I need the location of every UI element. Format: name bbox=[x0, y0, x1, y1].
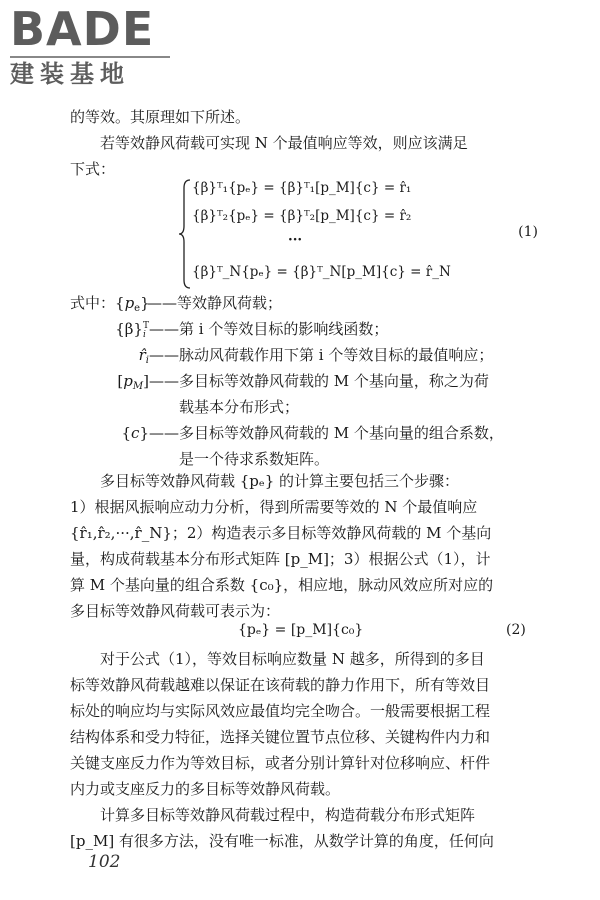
logo-divider bbox=[10, 56, 170, 58]
definitions-lead: 式中： bbox=[70, 294, 116, 312]
intro-line: 的等效。其原理如下所述。 bbox=[70, 108, 251, 126]
para2-line3: {r̂₁,r̂₂,···,r̂_N}；2）构造表示多目标等效静风荷载的 M 个基向 bbox=[70, 524, 492, 542]
definition-4-cont: 载基本分布形式； bbox=[179, 398, 300, 416]
definition-3-text: ——脉动风荷载作用下第 i 个等效目标的最值响应； bbox=[149, 346, 494, 364]
equation-1-number: (1) bbox=[518, 224, 538, 240]
para3-line5: 关键支座反力作为等效目标，或者分别计算针对位移响应、杆件 bbox=[70, 754, 491, 772]
bade-logo bbox=[10, 4, 180, 90]
para3-line1: 对于公式（1），等效目标响应数量 N 越多，所得到的多目 bbox=[100, 650, 485, 668]
definition-2 bbox=[70, 316, 388, 342]
equation-1-dots: ··· bbox=[288, 232, 303, 248]
symbol-beta: {β}T i bbox=[115, 320, 149, 340]
definition-4-text: ——多目标等效静风荷载的 M 个基向量，称之为荷 bbox=[149, 372, 489, 390]
left-brace bbox=[178, 178, 192, 290]
equation-2: {pₑ} = [p_M]{c₀} bbox=[238, 622, 364, 638]
para4-line2: [p_M] 有很多方法，没有唯一标准，从数学计算的角度，任何向 bbox=[70, 832, 494, 850]
para1-line2: 下式： bbox=[70, 160, 116, 178]
para2-line2: 1）根据风振响应动力分析，得到所需要等效的 N 个最值响应 bbox=[70, 498, 478, 516]
symbol-pe: $\{p_e\}$ bbox=[115, 294, 150, 314]
para3-line3: 标处的响应均与实际风效应最值均完全吻合。一般需要根据工程 bbox=[70, 702, 491, 720]
para2-line4: 量，构成荷载基本分布形式矩阵 [p_M]；3）根据公式（1），计 bbox=[70, 550, 491, 568]
definition-5-cont: 是一个待求系数矩阵。 bbox=[179, 450, 330, 468]
symbol-c: {c} bbox=[121, 424, 149, 442]
para4-line1: 计算多目标等效静风荷载过程中，构造荷载分布形式矩阵 bbox=[100, 806, 476, 824]
para2-line5: 算 M 个基向量的组合系数 {c₀}，相应地，脉动风效应所对应的 bbox=[70, 576, 494, 594]
para3-line2: 标等效静风荷载越难以保证在该荷载的静力作用下，所有等效目 bbox=[70, 676, 491, 694]
para2-line1: 多目标等效静风荷载 {pₑ} 的计算主要包括三个步骤： bbox=[100, 472, 460, 490]
para3-line6: 内力或支座反力的多目标等效静风荷载。 bbox=[70, 780, 341, 798]
definition-1-text: ——等效静风荷载； bbox=[147, 294, 283, 312]
equation-1-row-4: {β}ᵀ_N{pₑ} = {β}ᵀ_N[p_M]{c} = r̂_N bbox=[192, 264, 451, 280]
equation-1-row-1: {β}ᵀ₁{pₑ} = {β}ᵀ₁[p_M]{c} = r̂₁ bbox=[192, 180, 412, 196]
logo-subtitle: 建装基地 bbox=[10, 60, 130, 88]
definition-5-text: ——多目标等效静风荷载的 M 个基向量的组合系数， bbox=[149, 424, 504, 442]
para3-line4: 结构体系和受力特征，选择关键位置节点位移、关键构件内力和 bbox=[70, 728, 491, 746]
logo-wordmark bbox=[10, 4, 180, 54]
equation-1-row-2: {β}ᵀ₂{pₑ} = {β}ᵀ₂[p_M]{c} = r̂₂ bbox=[192, 208, 412, 224]
definition-5 bbox=[70, 420, 504, 446]
logo-text: BADE bbox=[10, 2, 155, 56]
body-text-top bbox=[70, 104, 532, 182]
paragraph-4 bbox=[70, 802, 532, 854]
equation-1 bbox=[178, 178, 538, 290]
page-number: 102 bbox=[88, 852, 121, 872]
para1-line1: 若等效静风荷载可实现 N 个最值响应等效，则应该满足 bbox=[100, 134, 468, 152]
paragraph-2 bbox=[70, 468, 532, 624]
symbol-r-hat: $r̂_i$ bbox=[138, 346, 149, 366]
symbol-pm: $[p_M]$ bbox=[117, 372, 149, 392]
equation-2-number: (2) bbox=[506, 622, 526, 638]
paragraph-3 bbox=[70, 646, 532, 802]
para2-line6: 多目标等效静风荷载可表示为： bbox=[70, 602, 281, 620]
definition-2-text: ——第 i 个等效目标的影响线函数； bbox=[149, 320, 389, 338]
